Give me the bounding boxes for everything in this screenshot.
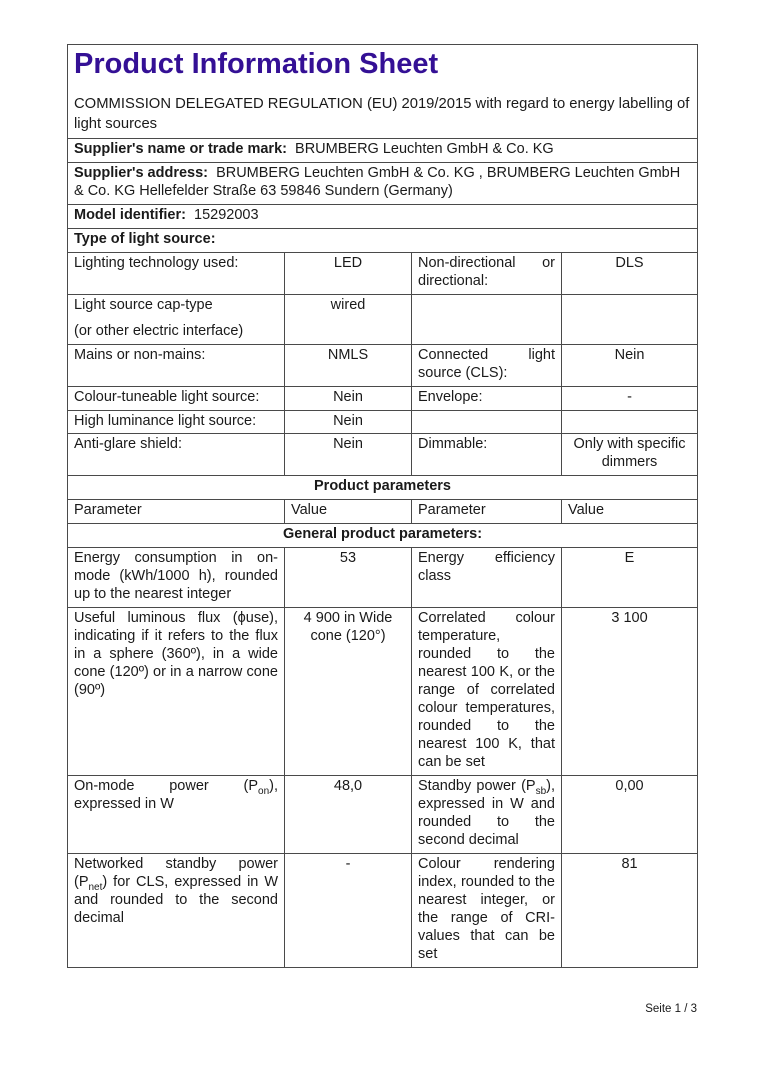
table-row-model-identifier (68, 204, 698, 228)
param-cell: Energy consumption in on-mode (kWh/1000 h), rounded up to the nearest integer (68, 548, 285, 608)
regulation-text: COMMISSION DELEGATED REGULATION (EU) 2019/2015 with regard to energy labelling of light sources (74, 95, 690, 132)
value-cell: 48,0 (285, 775, 412, 853)
param-cell (68, 294, 285, 344)
product-parameters-heading: Product parameters (68, 476, 698, 500)
param-cell: Lighting technology used: (68, 252, 285, 294)
table-row (68, 853, 698, 967)
value-cell: 81 (562, 853, 698, 967)
param-cell: Dimmable: (412, 434, 562, 476)
table-row (68, 775, 698, 853)
supplier-name-label: Supplier's name or trade mark: (74, 140, 287, 157)
table-row (68, 548, 698, 608)
product-information-table (67, 44, 698, 968)
param-cell: Non-directional or directional: (412, 252, 562, 294)
param-cell: Useful luminous flux (ϕuse), indicating if it refers to the flux in a sphere (360º), in a wide cone (120º) or in a narrow cone (90º) (68, 608, 285, 776)
page-number: Seite 1 / 3 (645, 1003, 697, 1015)
param-cell: Envelope: (412, 386, 562, 410)
table-row (68, 608, 698, 776)
model-identifier-value: 15292003 (194, 206, 259, 223)
supplier-address-value: BRUMBERG Leuchten GmbH & Co. KG , BRUMBERG Leuchten GmbH & Co. KG Hellefelder Straße 63 59846 Sundern (Germany) (74, 164, 681, 199)
column-header: Parameter (68, 500, 285, 524)
table-row (68, 252, 698, 294)
value-cell: Nein (285, 434, 412, 476)
param-cell: Connected light source (CLS): (412, 344, 562, 386)
table-row-product-parameters (68, 476, 698, 500)
page-title: Product Information Sheet (74, 48, 439, 80)
table-row-header (68, 45, 698, 139)
value-cell: 53 (285, 548, 412, 608)
table-row (68, 344, 698, 386)
value-cell: Nein (285, 386, 412, 410)
table-row (68, 434, 698, 476)
param-cell: On-mode power $(P_{on})$, expressed in W (68, 775, 285, 853)
param-cell: Colour-tuneable light source: (68, 386, 285, 410)
table-row-general-parameters (68, 524, 698, 548)
value-cell: 0,00 (562, 775, 698, 853)
value-cell: - (562, 386, 698, 410)
param-cell: Energy efficiency class (412, 548, 562, 608)
general-parameters-heading: General product parameters: (68, 524, 698, 548)
table-row-supplier-name (68, 138, 698, 162)
value-cell: 4 900 in Wide cone (120°) (285, 608, 412, 776)
supplier-name-value: BRUMBERG Leuchten GmbH & Co. KG (295, 140, 554, 157)
param-cell (412, 294, 562, 344)
value-cell: Nein (562, 344, 698, 386)
value-cell: - (285, 853, 412, 967)
value-cell: Only with specific dimmers (562, 434, 698, 476)
table-row (68, 294, 698, 344)
supplier-address-label: Supplier's address: (74, 164, 208, 181)
table-row-column-headers (68, 500, 698, 524)
model-identifier-cell (68, 204, 698, 228)
table-row (68, 410, 698, 434)
param-cell: Standby power $(P_{sb})$, expressed in W and rounded to the second decimal (412, 775, 562, 853)
supplier-name-cell (68, 138, 698, 162)
param-cell (412, 410, 562, 434)
value-cell (562, 410, 698, 434)
type-of-light-source-heading: Type of light source: (68, 228, 698, 252)
param-cell: Networked standby power $(P_{net})$ for CLS, expressed in W and rounded to the second decimal (68, 853, 285, 967)
value-cell: E (562, 548, 698, 608)
param-cell: Correlated colour temperature, rounded to the nearest 100 K, or the range of correlated colour temperatures, rounded to the nearest 100 K, that can be set (412, 608, 562, 776)
column-header: Value (562, 500, 698, 524)
title-cell (68, 45, 698, 139)
column-header: Parameter (412, 500, 562, 524)
value-cell: LED (285, 252, 412, 294)
value-cell (562, 294, 698, 344)
param-line: (or other electric interface) (74, 322, 244, 339)
value-cell: DLS (562, 252, 698, 294)
table-row (68, 386, 698, 410)
value-cell: Nein (285, 410, 412, 434)
column-header: Value (285, 500, 412, 524)
table-row-supplier-address (68, 162, 698, 204)
param-cell: Mains or non-mains: (68, 344, 285, 386)
param-cell: Anti-glare shield: (68, 434, 285, 476)
supplier-address-cell (68, 162, 698, 204)
param-line: Light source cap-type (74, 296, 213, 313)
value-cell: wired (285, 294, 412, 344)
table-row-type-heading (68, 228, 698, 252)
model-identifier-label: Model identifier: (74, 206, 186, 223)
value-cell: NMLS (285, 344, 412, 386)
value-cell: 3 100 (562, 608, 698, 776)
param-cell: High luminance light source: (68, 410, 285, 434)
param-cell: Colour rendering index, rounded to the nearest integer, or the range of CRI-values that can be set (412, 853, 562, 967)
